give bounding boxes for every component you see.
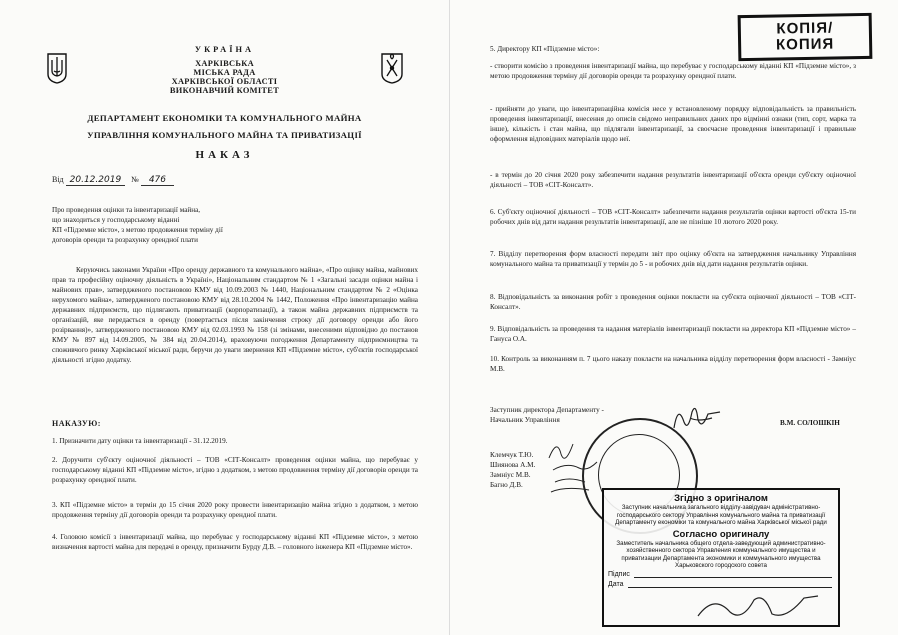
document-page-right (449, 0, 898, 635)
orig-text-ua: Заступник начальника загального відділу-завідувач адміністративно-господарського сектору Управління комунального майна та приватизації Департаменту економіки та комунального майна Харківської міської ради (615, 504, 827, 526)
copy-stamp-line-1: КОПІЯ/ (776, 19, 834, 38)
orig-date-row (604, 580, 838, 590)
subject-line: КП «Підземне місто», з метою продовження терміну дії (52, 226, 223, 234)
signer-title-line-2: Начальник Управління (490, 416, 560, 424)
council-line-4: ВИКОНАВЧИЙ КОМІТЕТ (169, 86, 280, 95)
order-subject (52, 205, 292, 245)
signer-title-line-1: Заступник директора Департаменту - (490, 406, 604, 414)
order-heading: НАКАЗУЮ: (52, 419, 101, 428)
certified-copy-stamp (602, 488, 840, 627)
certifier-signature-icon (694, 590, 824, 624)
item-5-heading: 5. Директору КП «Підземне місто»: (490, 45, 600, 53)
order-number: 476 (141, 175, 174, 186)
council-line-3: ХАРКІВСЬКОЇ ОБЛАСТІ (171, 77, 278, 86)
subject-line: що знаходиться у господарському віданні (52, 216, 180, 224)
item-5-c: - в термін до 20 січня 2020 року забезпечити надання результатів інвентаризації об'єкта оренди суб'єкту оціночної діяльності – ТОВ «СІТ-Консалт». (490, 171, 856, 189)
country-name: УКРАЇНА (194, 45, 255, 54)
signer-title (490, 405, 604, 425)
item-8: 8. Відповідальність за виконання робіт з проведення оцінки покласти на суб'єкта оціночної діяльності – ТОВ «СІТ-Консалт». (490, 293, 856, 311)
order-date-line (52, 174, 174, 186)
copy-stamp-line-2: КОПИЯ (775, 35, 835, 54)
subject-line: договорів оренди та розрахунку орендної плати (52, 236, 198, 244)
order-item-2: 2. Доручити суб'єкту оціночної діяльності – ТОВ «СІТ-Консалт» проведення оцінки майна, що перебуває у господарському віданні КП «Підземне місто», згідно з додатком, з метою продовження терміну дії договорів оренди та розрахунку орендної плати. (52, 456, 418, 484)
item-5-a: - створити комісію з проведення інвентаризації майна, що перебуває у господарському віданні КП «Підземне місто», з метою продовження терміну дії договорів оренди та розрахунку орендної плати. (490, 62, 856, 80)
approver: Замніус М.В. (490, 471, 531, 479)
order-date: 20.12.2019 (66, 175, 126, 186)
approvers-list (490, 450, 535, 490)
document-type: НАКАЗ (195, 149, 254, 161)
orig-title-ru: Согласно оригиналу (672, 528, 770, 540)
preamble-paragraph: Керуючись законами України «Про оренду державного та комунального майна», «Про оцінку майна, майнових прав та професійну оціночну діяльність в Україні», Національним стандартом № 1 «Загальні засади оцінки майна і майнових прав», затвердженого постановою КМУ від 10.09.2003 № 1440, Національним стандартом № 2 «Оцінка нерухомого майна», затвердженого постановою КМУ від 28.10.2004 № 1442, Положення «Про інвентаризацію майна державних підприємств, що підлягають приватизації (корпоратизації), а також майна державних підприємств та організацій, яке передається в оренду (повертається після закінчення строку дії договору оренди або його розірвання)», затвердженого постановою КМУ від 02.03.1993 № 158 (зі змінами, внесеними відповідно до постанов КМУ № 897 від 14.09.2005, № 384 від 20.04.2014), враховуючи погодження Департаменту підприємництва та споживчого ринку Харківської міської ради, беручи до уваги звернення КП «Підземне місто», суб'єктів господарської діяльності згідно додатку. (52, 266, 418, 364)
approver: Клемчук Т.Ю. (490, 451, 534, 459)
item-5-b: - прийняти до уваги, що інвентаризаційна комісія несе у встановленому порядку відповідальність за правильність проведення інвентаризації, внесення до описів свідомо неправильних даних про відмінні ознаки (тип, сорт, марка та інше), кількість і стан майна, що підлягали інвентаризації, за своєчасне проведення інвентаризації і правильне оформлення відповідних матеріалів щодо неї. (490, 105, 856, 143)
order-item-1: 1. Призначити дату оцінки та інвентаризації - 31.12.2019. (52, 437, 228, 445)
department-name: ДЕПАРТАМЕНТ ЕКОНОМІКИ ТА КОМУНАЛЬНОГО МАЙНА (87, 113, 362, 123)
order-item-3: 3. КП «Підземне місто» в термін до 15 січня 2020 року провести інвентаризацію майна згідно з додатком, з метою продовження терміну дії договорів оренди та розрахунку орендної плати. (52, 501, 418, 519)
council-line-2: МІСЬКА РАДА (193, 68, 256, 77)
order-item-4: 4. Головою комісії з інвентаризації майна, що перебуває у господарському віданні КП «Підземне місто», з метою визначення вартості майна для передачі в оренду, призначити Бурду Д.В. – головного інженера КП «Підземне місто». (52, 533, 418, 551)
item-10: 10. Контроль за виконанням п. 7 цього наказу покласти на начальника відділу перетворення форм власності - Замніус М.В. (490, 355, 856, 373)
orig-sign-label: Підпис (608, 570, 630, 578)
item-7: 7. Відділу перетворення форм власності передати звіт про оцінку об'єкта на затвердження начальнику Управління комунального майна та приватизації у термін до 5 - и робочих днів від дати надання результатів оцінки. (490, 250, 856, 268)
office-name: УПРАВЛІННЯ КОМУНАЛЬНОГО МАЙНА ТА ПРИВАТИЗАЦІЇ (87, 130, 362, 140)
date-prefix: Від (52, 175, 64, 184)
orig-text-ru: Заместитель начальника общего отдела-заведующий административно-хозяйственного сектора Управления коммунального имущества и приватизации Департамента экономики и коммунального имущества Харьковского городского совета (616, 539, 826, 569)
number-prefix: № (131, 175, 139, 184)
orig-date-label: Дата (608, 580, 624, 588)
orig-title-ua: Згідно з оригіналом (674, 493, 768, 504)
copy-stamp (738, 13, 873, 61)
orig-sign-row (604, 570, 838, 580)
item-6: 6. Суб'єкту оціночної діяльності – ТОВ «СІТ-Консалт» забезпечити надання результатів оцінки вартості об'єкта 15-ти робочих днів від дати надання результатів інвентаризації, але не пізніше 10 лютого 2020 року. (490, 208, 856, 226)
item-9: 9. Відповідальність за проведення та надання матеріалів інвентаризації покласти на директора КП «Підземне місто» – Гануса О.А. (490, 325, 856, 343)
subject-line: Про проведення оцінки та інвентаризації майна, (52, 206, 201, 214)
council-line-1: ХАРКІВСЬКА (195, 59, 254, 68)
approver: Багно Д.В. (490, 481, 523, 489)
approver: Шиянова А.М. (490, 461, 536, 469)
signer-name: В.М. СОЛОШКІН (780, 419, 840, 427)
